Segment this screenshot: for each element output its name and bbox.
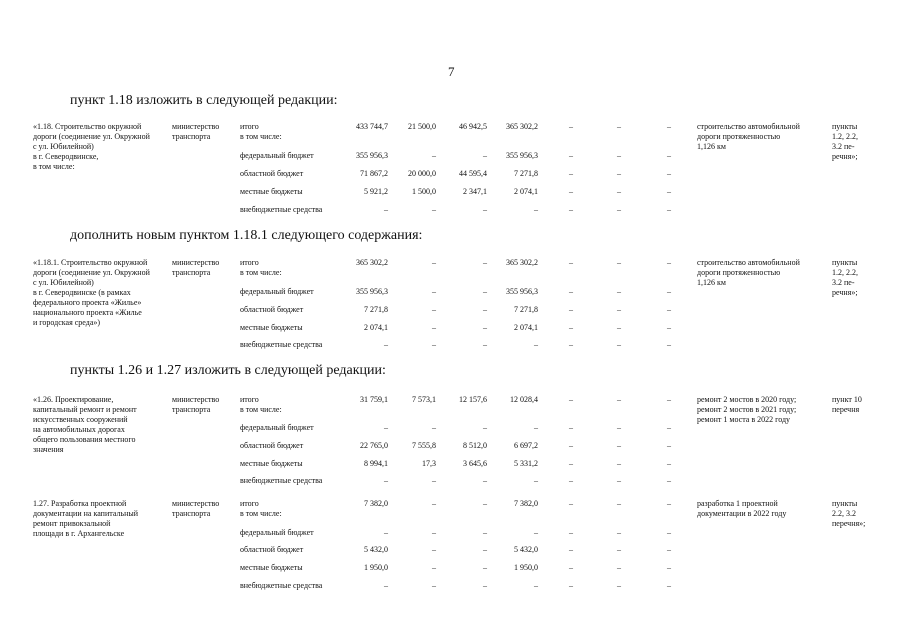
value-year1: 7 555,8 [412,441,436,450]
value-year1: – [432,563,436,572]
dash: – [569,528,573,537]
dash: – [667,187,671,196]
dash: – [667,476,671,485]
dash: – [617,395,621,404]
row-source: областной бюджет [240,545,304,554]
dash: – [569,323,573,332]
row-source: местные бюджеты [240,323,303,332]
row-source: внебюджетные средства [240,476,323,485]
row-source: областной бюджет [240,169,304,178]
entry-result: строительство автомобильной дороги протяженностью 1,126 км [697,258,800,287]
value-year2: – [483,581,487,590]
entry-executor: министерство транспорта [172,122,220,141]
value-year1: 21 500,0 [408,122,436,131]
dash: – [617,323,621,332]
dash: – [617,459,621,468]
entry-executor: министерство транспорта [172,395,220,414]
entry-description: «1.18. Строительство окружной дороги (соединение ул. Окружной с ул. Юбилейной) в г. Северодвинске, в том числе: [33,122,150,171]
dash: – [667,205,671,214]
value-year3: 2 074,1 [514,187,538,196]
value-total: 433 744,7 [356,122,388,131]
value-year2: 8 512,0 [463,441,487,450]
row-regional [0,305,905,317]
row-source: внебюджетные средства [240,581,323,590]
value-total: 1 950,0 [364,563,388,572]
row-source: местные бюджеты [240,187,303,196]
value-year2: 2 347,1 [463,187,487,196]
value-year3: 1 950,0 [514,563,538,572]
value-year3: 365 302,2 [506,258,538,267]
entry-result: разработка 1 проектной документации в 2022 году [697,499,787,518]
value-year1: – [432,205,436,214]
heading-1-18: пункт 1.18 изложить в следующей редакции: [70,93,338,108]
value-total: – [384,205,388,214]
value-year1: – [432,476,436,485]
dash: – [617,305,621,314]
dash: – [617,441,621,450]
entry-description: 1.27. Разработка проектной документации на капитальный ремонт привокзальной площади в г. Архангельске [33,499,139,538]
dash: – [617,122,621,131]
value-year3: – [534,581,538,590]
dash: – [667,323,671,332]
entry-items: пункт 10 перечня [832,395,862,414]
dash: – [569,340,573,349]
dash: – [569,563,573,572]
value-total: – [384,340,388,349]
row-regional [0,169,905,181]
value-year1: – [432,287,436,296]
value-year3: 2 074,1 [514,323,538,332]
row-local [0,459,905,471]
row-source: внебюджетные средства [240,205,323,214]
value-total: 355 956,3 [356,151,388,160]
value-year3: 7 271,8 [514,169,538,178]
dash: – [569,441,573,450]
value-year3: 12 028,4 [510,395,538,404]
dash: – [667,423,671,432]
row-source: местные бюджеты [240,459,303,468]
value-year2: – [483,258,487,267]
value-year1: 7 573,1 [412,395,436,404]
row-source: федеральный бюджет [240,151,314,160]
entry-items: пункты 2.2, 3.2 перечня»; [832,499,866,528]
dash: – [569,581,573,590]
dash: – [667,122,671,131]
row-federal [0,287,905,299]
entry-executor: министерство транспорта [172,499,220,518]
value-year2: 44 595,4 [459,169,487,178]
value-year2: – [483,563,487,572]
row-extrabudget [0,581,905,593]
row-federal [0,423,905,435]
dash: – [667,151,671,160]
dash: – [667,287,671,296]
value-total: 5 432,0 [364,545,388,554]
value-year3: 365 302,2 [506,122,538,131]
value-year2: – [483,528,487,537]
value-year3: – [534,476,538,485]
entry-result: ремонт 2 мостов в 2020 году; ремонт 2 мостов в 2021 году; ремонт 1 моста в 2022 году [697,395,797,424]
value-year3: 7 271,8 [514,305,538,314]
value-year2: 46 942,5 [459,122,487,131]
dash: – [617,169,621,178]
dash: – [667,305,671,314]
row-regional [0,441,905,453]
value-total: 8 994,1 [364,459,388,468]
value-year1: – [432,151,436,160]
dash: – [667,258,671,267]
value-total: 7 271,8 [364,305,388,314]
dash: – [617,258,621,267]
value-total: 7 382,0 [364,499,388,508]
value-total: – [384,581,388,590]
dash: – [569,258,573,267]
row-extrabudget [0,340,905,352]
dash: – [667,395,671,404]
dash: – [667,581,671,590]
dash: – [569,205,573,214]
value-year2: – [483,476,487,485]
dash: – [569,476,573,485]
value-year3: 355 956,3 [506,287,538,296]
value-total: 2 074,1 [364,323,388,332]
value-year2: – [483,287,487,296]
row-source: федеральный бюджет [240,528,314,537]
dash: – [569,545,573,554]
dash: – [617,545,621,554]
row-regional [0,545,905,557]
value-total: 31 759,1 [360,395,388,404]
dash: – [667,441,671,450]
value-year1: – [432,340,436,349]
value-total: – [384,476,388,485]
value-year2: – [483,545,487,554]
dash: – [667,563,671,572]
dash: – [617,151,621,160]
value-year2: 12 157,6 [459,395,487,404]
dash: – [617,563,621,572]
dash: – [667,169,671,178]
value-year1: – [432,258,436,267]
dash: – [569,395,573,404]
value-year2: – [483,323,487,332]
row-source: итого в том числе: [240,258,282,277]
dash: – [617,340,621,349]
value-year2: – [483,151,487,160]
row-source: итого в том числе: [240,122,282,141]
dash: – [617,581,621,590]
value-year1: – [432,545,436,554]
value-year1: – [432,499,436,508]
value-year3: – [534,205,538,214]
heading-1-18-1: дополнить новым пунктом 1.18.1 следующего содержания: [70,228,423,243]
value-year2: – [483,499,487,508]
value-total: 355 956,3 [356,287,388,296]
page-number: 7 [448,64,455,79]
value-total: 71 867,2 [360,169,388,178]
dash: – [569,151,573,160]
dash: – [569,287,573,296]
value-year1: 17,3 [422,459,436,468]
entry-items: пункты 1.2, 2.2, 3.2 пе- речня»; [832,258,858,297]
entry-description: «1.26. Проектирование, капитальный ремонт и ремонт искусственных сооружений на автомобильных дорогах общего пользования местного значения [33,395,137,454]
row-federal [0,151,905,163]
dash: – [617,476,621,485]
value-year1: – [432,423,436,432]
value-total: – [384,528,388,537]
entry-result: строительство автомобильной дороги протяженностью 1,126 км [697,122,800,151]
row-source: областной бюджет [240,441,304,450]
value-year1: – [432,305,436,314]
value-year3: 5 432,0 [514,545,538,554]
value-year3: – [534,340,538,349]
value-year3: – [534,423,538,432]
dash: – [617,499,621,508]
dash: – [569,459,573,468]
dash: – [617,423,621,432]
row-local [0,563,905,575]
dash: – [667,499,671,508]
row-source: федеральный бюджет [240,423,314,432]
dash: – [617,187,621,196]
value-year1: – [432,323,436,332]
dash: – [569,169,573,178]
row-source: итого в том числе: [240,499,282,518]
row-federal [0,528,905,540]
heading-1-26-1-27: пункты 1.26 и 1.27 изложить в следующей редакции: [70,363,386,378]
row-source: федеральный бюджет [240,287,314,296]
dash: – [569,499,573,508]
value-year2: – [483,340,487,349]
value-total: 5 921,2 [364,187,388,196]
value-year3: – [534,528,538,537]
dash: – [617,205,621,214]
dash: – [569,187,573,196]
dash: – [617,528,621,537]
dash: – [569,305,573,314]
value-total: 22 765,0 [360,441,388,450]
entry-executor: министерство транспорта [172,258,220,277]
value-year2: 3 645,6 [463,459,487,468]
value-year1: – [432,528,436,537]
value-year1: 1 500,0 [412,187,436,196]
row-extrabudget [0,476,905,488]
value-year3: 7 382,0 [514,499,538,508]
row-source: областной бюджет [240,305,304,314]
value-year2: – [483,205,487,214]
dash: – [667,459,671,468]
entry-items: пункты 1.2, 2.2, 3.2 пе- речня»; [832,122,858,161]
row-extrabudget [0,205,905,217]
dash: – [667,340,671,349]
value-year1: – [432,581,436,590]
value-total: 365 302,2 [356,258,388,267]
row-source: итого в том числе: [240,395,282,414]
dash: – [569,122,573,131]
row-local [0,187,905,199]
value-year2: – [483,305,487,314]
value-total: – [384,423,388,432]
value-year3: 6 697,2 [514,441,538,450]
row-local [0,323,905,335]
row-source: внебюджетные средства [240,340,323,349]
entry-description: «1.18.1. Строительство окружной дороги (соединение ул. Окружной с ул. Юбилейной) в г. Северодвинске (в рамках федерального проекта «Жилье» национального проекта «Жилье и городская среда») [33,258,150,327]
value-year2: – [483,423,487,432]
row-source: местные бюджеты [240,563,303,572]
value-year1: 20 000,0 [408,169,436,178]
dash: – [617,287,621,296]
value-year3: 5 331,2 [514,459,538,468]
dash: – [667,528,671,537]
dash: – [667,545,671,554]
value-year3: 355 956,3 [506,151,538,160]
dash: – [569,423,573,432]
